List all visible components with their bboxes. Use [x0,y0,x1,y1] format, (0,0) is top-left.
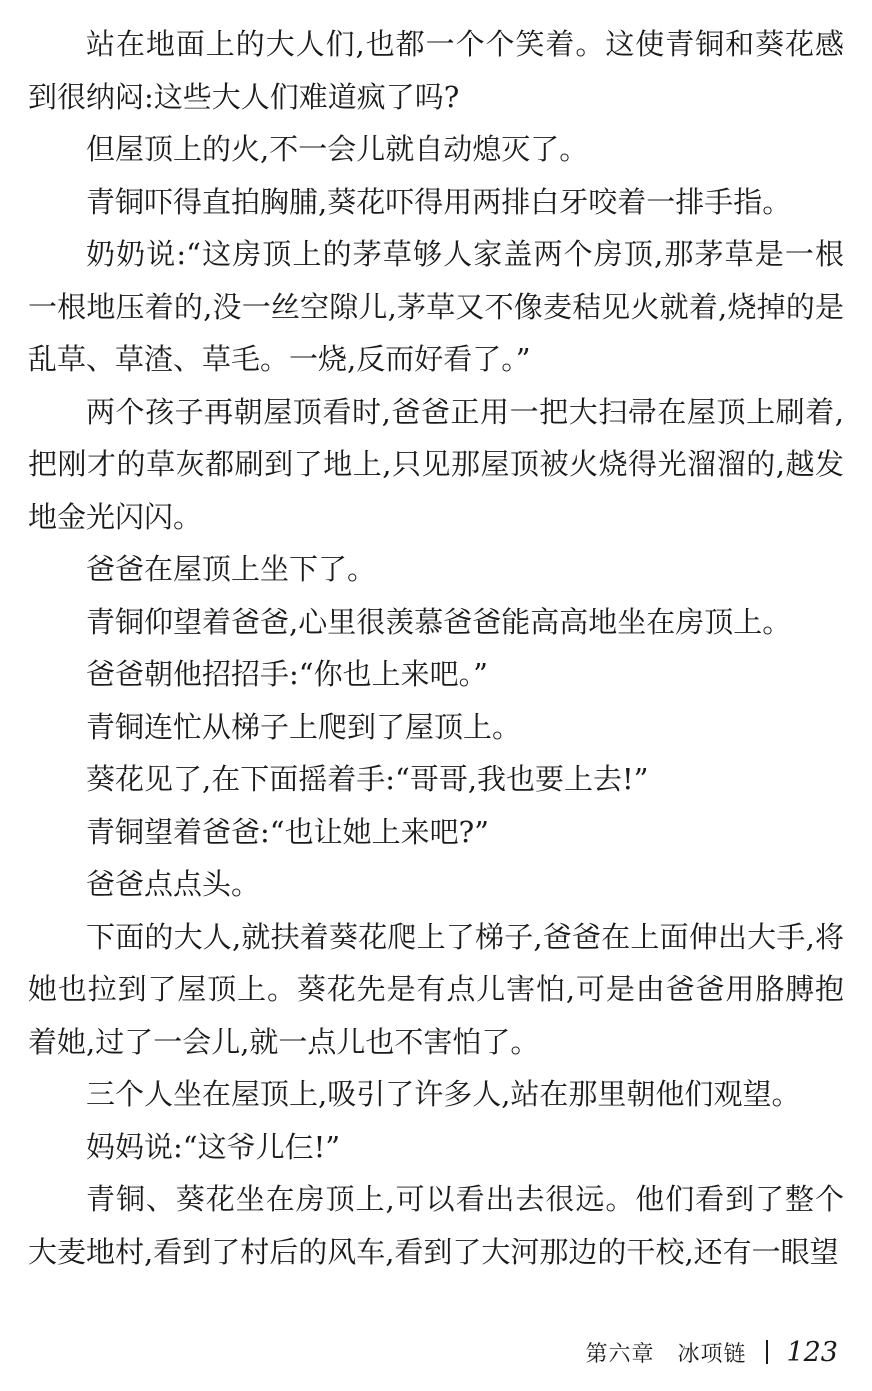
paragraph-4: 奶奶说:“这房顶上的茅草够人家盖两个房顶,那茅草是一根一根地压着的,没一丝空隙儿,茅草又不像麦秸见火就着,烧掉的是乱草、草渣、草毛。一烧,反而好看了。” [28,237,844,376]
paragraph-15: 妈妈说:“这爷儿仨!” [86,1129,341,1164]
paragraph-7: 青铜仰望着爸爸,心里很羡慕爸爸能高高地坐在房顶上。 [86,604,792,639]
paragraph-13: 下面的大人,就扶着葵花爬上了梯子,爸爸在上面伸出大手,将她也拉到了屋顶上。葵花先是有点儿害怕,可是由爸爸用胳膊抱着她,过了一会儿,就一点儿也不害怕了。 [28,919,844,1059]
paragraph-1: 站在地面上的大人们,也都一个个笑着。这使青铜和葵花感到很纳闷:这些大人们难道疯了吗? [28,27,844,114]
paragraph-5: 两个孩子再朝屋顶看时,爸爸正用一把大扫帚在屋顶上刷着,把刚才的草灰都刷到了地上,只见那屋顶被火烧得光溜溜的,越发地金光闪闪。 [28,394,844,534]
page-number: 123 [786,1336,838,1368]
body-text [28,18,844,1278]
paragraph-11: 青铜望着爸爸:“也让她上来吧?” [86,814,489,849]
footer-divider [766,1340,768,1364]
paragraph-10: 葵花见了,在下面摇着手:“哥哥,我也要上去!” [86,762,649,796]
paragraph-16: 青铜、葵花坐在房顶上,可以看出去很远。他们看到了整个大麦地村,看到了村后的风车,看到了大河那边的干校,还有一眼望 [28,1182,844,1269]
page-footer [585,1334,838,1370]
paragraph-2: 但屋顶上的火,不一会儿就自动熄灭了。 [86,132,589,166]
paragraph-12: 爸爸点点头。 [86,867,261,901]
chapter-title: 第六章 冰项链 [585,1341,747,1367]
paragraph-3: 青铜吓得直拍胸脯,葵花吓得用两排白牙咬着一排手指。 [86,184,792,219]
paragraph-9: 青铜连忙从梯子上爬到了屋顶上。 [86,709,522,744]
paragraph-14: 三个人坐在屋顶上,吸引了许多人,站在那里朝他们观望。 [86,1077,801,1111]
paragraph-8: 爸爸朝他招招手:“你也上来吧。” [86,657,488,691]
paragraph-6: 爸爸在屋顶上坐下了。 [86,552,377,586]
